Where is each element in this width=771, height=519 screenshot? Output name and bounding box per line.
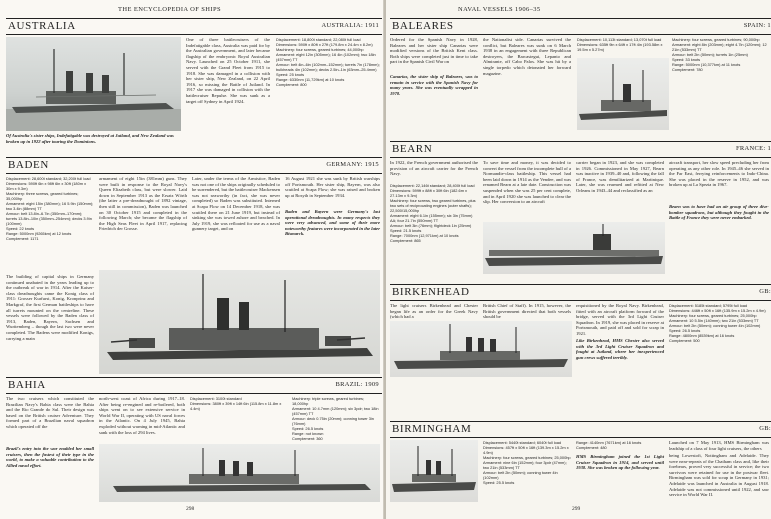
spec-line: Displacement: 18,800t standard; 22,080t full load (276, 37, 361, 42)
spec-line: Complement: 480 (576, 445, 607, 450)
spec-line: Armour: belt 4in–6in (102mm–152mm); turrets 7in (178mm); bulkheads 4in (102mm); decks 2.5in–1in (63mm–25.4mm) (276, 62, 380, 72)
section-title-birmingham: BIRMINGHAM (392, 423, 472, 435)
spec-line: Armament: eight 6.1in (155mm); six 3in (75mm) AA; four 21.7in (550mm) TT (390, 213, 473, 223)
spec-line: Dimensions: 446ft x 50ft x 16ft (135.9m x 15.2m x 4.9m) (669, 308, 766, 313)
drawing-bahia (99, 444, 380, 502)
section-meta-baden: GERMANY: 1915 (326, 161, 379, 168)
section-title-bahia: BAHIA (8, 379, 46, 391)
body-baleares-col1: Ordered for the Spanish Navy in 1928, Baleares and her sister ship Canarias were modified versions of the British Kent class. Both ships were completed just in time to take part in the Spanish Civil War on (390, 37, 478, 65)
section-title-bearn: BEARN (392, 143, 433, 155)
spec-line: Speed: 25.5 knots (483, 480, 515, 485)
spec-line: Dimensions: 380ft x 39ft x 14ft 6in (115.8m x 11.8m x 4.4m) (190, 401, 282, 411)
right-page (386, 0, 771, 519)
spec-line: Displacement: 28,600t standard; 32,200t full load (6, 176, 91, 181)
spec-line: Armament: 10 4.7mm (120mm); six 3pdr; two 18in (457mm) TT (292, 406, 379, 416)
specs-bahia-b (292, 396, 380, 441)
caption-australia: Of Australia's sister ships, Indefatigable was destroyed at Jutland, and New Zealand was broken up in 1922 after touring the Dominions. (6, 133, 174, 144)
spec-line: Armament: 10 5.5in (140mm); two 21in (533mm) TT (669, 318, 759, 323)
spec-line: Dimensions: 457ft x 50ft x 16ft (139.3m x 15.2m x 4.9m) (483, 445, 569, 455)
spec-line: Complement: 780 (672, 67, 703, 72)
divider (6, 18, 382, 19)
spec-line: Speed: 22 knots (6, 226, 35, 231)
divider (390, 284, 771, 285)
spec-line: Speed: 33 knots (672, 57, 701, 62)
divider (390, 34, 771, 35)
bold-birmingham: HMS Birmingham joined the 1st Light Cruiser Squadron in 1914, and served until 1938. She was broken up the following year. (576, 454, 664, 471)
divider (390, 141, 771, 142)
drawing-birkenhead (390, 321, 572, 377)
section-title-baleares: BALEARES (392, 20, 454, 32)
specs-bearn (390, 183, 478, 243)
spec-line: Speed: 26.5 knots (669, 328, 701, 333)
section-meta-bearn: FRANCE: 1 (735, 145, 771, 152)
bold-bearn-col4: Bearn was to have had an air group of three dive-bomber squadrons, but although they fought in the Battle of France they were never embarked. (669, 204, 769, 221)
section-meta-bahia: BRAZIL: 1909 (335, 381, 379, 388)
spec-line: Machinery: three screws, geared turbines; 35,000hp (6, 191, 79, 201)
spec-line: Range: 7000nm (12,971km) at 10 knots (390, 233, 459, 238)
divider (390, 421, 771, 422)
specs-birmingham (483, 440, 571, 485)
spec-line: Armour: belt 2in (50mm); conning tower 4in (102mm) (669, 323, 761, 328)
spec-line: Complement: 360 (292, 436, 323, 441)
body-birmingham-col3: Launched on 7 May 1913, HMS Birmingham was leadship of a class of four light cruisers, the others (669, 440, 769, 451)
spec-line: Dimensions: 590ft x 80ft x 27ft (179.8m x 24.4m x 8.2m) (276, 42, 373, 47)
spec-line: Complement: 1171 (6, 236, 39, 241)
specs-birkenhead (669, 303, 769, 343)
running-head-right: NAVAL VESSELS 1906–35 (458, 6, 541, 13)
specs-baleares-right (672, 37, 771, 72)
divider (6, 393, 382, 394)
body-bearn-col3: carrier began in 1923, and she was completed in 1926. Commissioned in May 1927, Bearn was inactive in 1939–40 and, following the fall of France, was demilitarized at Martinique. Later, she was rearmed and refitted at New Orleans in 1943–44 and reclassified as an (576, 160, 664, 193)
body-birkenhead-col3: requisitioned by the Royal Navy. Birkenhead, fitted with an aircraft platform forward of the bridge, served with the 3rd Light Cruiser Squadron. In 1919, she was placed in reserve at Portsmouth, and paid off and sold for scrap in 1921. (576, 303, 664, 336)
body-baleares-col2: the Nationalist side. Canarias survived the conflict, but Baleares was sunk on 6 March 1938 in an engagement with three Republican destroyers, the Barcastegui, Lepanto and Almirante, off Cabo Palos. She was hit by a single torpedo which detonated her forward magazine. (483, 37, 571, 76)
divider (6, 34, 382, 35)
divider (390, 157, 771, 158)
specs-baleares (577, 37, 667, 52)
body-bearn-col4: aircraft transport, her slow speed precluding her from operating as any other role. In 1945–46 she served in the Far East, ferrying reinforcements to Indo-China. She was placed in the reserve in 1952, and was broken up at La Spezia in 1967. (669, 160, 769, 188)
body-bearn-col2: To save time and money, it was decided to convert the vessel from the incomplete hull of a Normandie-class battleship. This vessel had been laid down in 1914 as the Vendee, and was renamed Bearn at a late date. Construction was suspended when she was 25 per cent complete, and in April 1920 she was launched to clear the slip. Her conversion to an aircraft (483, 160, 571, 205)
spec-line: Machinery: four screws, geared turbines; 44,000hp (276, 47, 364, 52)
spec-line: Complement: 500 (669, 338, 700, 343)
section-meta-australia: AUSTRALIA: 1911 (321, 22, 379, 29)
spec-line: Armour: deck 0.75in (20mm); conning tower 3in (76mm) (292, 416, 374, 426)
body-bahia-col1: The two cruisers which constituted the Brazilian Navy's Bahia class were the Bahia and the Rio Grande do Sul. Their design was based on the British cruiser Adventure. They formed part of a Brazilian naval squadron which operated off the (6, 396, 94, 429)
divider (390, 300, 771, 301)
section-title-australia: AUSTRALIA (8, 20, 76, 32)
spec-line: Speed: 25 knots (276, 72, 305, 77)
section-title-baden: BADEN (8, 159, 49, 171)
bold-bahia-col1: Brazil's entry into the war enabled her small cruisers, then the fastest of their type in the world, to make a valuable contribution to the Allied naval effort. (6, 446, 94, 468)
drawing-baleares (577, 58, 669, 130)
spec-line: Complement: 800 (276, 82, 307, 87)
section-meta-birmingham: GB: (759, 425, 771, 432)
body-baden-intro: The building of capital ships in Germany continued unabated in the years leading up to the outbreak of war in 1914. After the Kaiser-class dreadnoughts came the Konig class of 1911: Grosser Kurfurst, Konig, Kronprinz and Markgraf, the first German battleships to have all turrets mounted on the centreline. These vessels were followed by the Baden class of 1913, Baden, Bayern, Sachsen and Wurttemberg – though the last two were never completed. The Badens were modified Konigs, carrying a main (6, 274, 94, 341)
body-birmingham-col4: being Lowestoft, Nottingham and Adelaide. They were near-repeats of the Chatham class and, like their forebears, proved very successful in service; the two survivors were retained for use in the postwar fleet. Birmingham was sold for scrap in Germany in 1931; Adelaide was launched in Australia in August 1918. Adelaide was not commissioned until 1922, and saw service in World War II. (669, 453, 769, 498)
spec-line: Displacement: 5440t standard; 6040t full load (483, 440, 562, 445)
body-birkenhead-col1: The light cruisers Birkenhead and Chester began life as an order for the Greek Navy (which had a (390, 303, 478, 320)
body-baden-col3: 16 August 1921 she was sunk by British warships off Portsmouth. Her sister ship, Bayern, was also scuttled at Scapa Flow; she was raised and broken up at Rosyth in September 1934. (285, 176, 380, 198)
spec-line: Range: 4140nm (7671km) at 16 knots (576, 440, 642, 445)
section-meta-baleares: SPAIN: 1 (743, 22, 771, 29)
divider (6, 377, 382, 378)
spec-line: Armament: eight 8in (203mm); eight 4.7in (120mm); 12 21in (533mm) TT (672, 42, 767, 52)
specs-australia (276, 37, 380, 87)
specs-baden (6, 176, 94, 241)
specs-bahia-a (190, 396, 290, 411)
spec-line: Dimensions: 635ft 9in x 64ft x 17ft 4in (193.58m x 19.5m x 5.27m) (577, 42, 663, 52)
spec-line: Displacement: 3100t standard (190, 396, 242, 401)
spec-line: Displacement: 22,146t standard; 28,400t full load (390, 183, 475, 188)
running-head-left: THE ENCYCLOPEDIA OF SHIPS (118, 6, 221, 13)
body-baden-col2: Later, under the terms of the Armistice, Baden was not one of the ships originally scheduled to be surrendered, but the battlecruiser Mackensen was not seaworthy (in fact, she was never completed) so Baden was substituted. Interned at Scapa Flow on 14 December 1918, she was scuttled there on 21 June 1919, but instead of sinking she was towed ashore and beached. In July 1919, she was refloated for use as a naval gunnery target, and on (192, 176, 281, 232)
divider (6, 173, 382, 174)
spec-line: Armour: belt 2in (50mm); turrets 1in (25mm) (672, 52, 748, 57)
body-bearn-col1: In 1922, the French government authorised the provision of an aircraft carrier for the French Navy. (390, 160, 478, 177)
spec-line: Displacement: 10,113t standard; 13,070t full load (577, 37, 662, 42)
spec-line: Dimensions: 599ft x 88ft x 30ft 6in (182.6m x 27.13m x 9.3m) (390, 188, 467, 198)
spec-line: Speed: 26.5 knots (292, 426, 324, 431)
spec-line: Armour: belt 2in (50mm); conning tower 4in (102mm) (483, 470, 558, 480)
divider (6, 157, 382, 158)
specs-birmingham-cont (576, 440, 664, 450)
spec-line: Machinery: triple screws, geared turbines; 18,000hp (292, 396, 365, 406)
photo-australia (6, 37, 181, 131)
body-baden-col1: armament of eight 15in (381mm) guns. They were built in response to the Royal Navy's Queen Elizabeth class, but were slower. Laid down in September 1913 as the Ersatz Wörth (the latter a pre-dreadnought of 1892 vintage, then still in commission), Baden was launched on 30 October 1915 and completed in the following March; she became the flagship of the High Seas Fleet in April 1917, replacing Friedrich der Grosse. (99, 176, 187, 232)
drawing-bearn (483, 222, 665, 274)
bold-baleares-col1: Canarias, the sister ship of Baleares, was to remain in service with the Spanish Navy for many years. She was eventually scrapped in 1978. (390, 74, 478, 96)
spec-line: Complement: 865 (390, 238, 421, 243)
spec-line: Machinery: four screws, two geared turbines, plus two sets of reciprocating engines (outer shafts); 22,500/15,000hp (390, 198, 476, 213)
divider (390, 437, 771, 438)
bold-birkenhead-col3: Like Birkenhead, HMS Chester also served with the 3rd Light Cruiser Squadron and fought at Jutland, where her inexperienced gun crews suffered terribly. (576, 338, 664, 360)
body-birkenhead-col2: British Chief of Staff). In 1915, however, the British government directed that both vessels should be (483, 303, 571, 320)
spec-line: Dimensions: 590ft 6in x 98ft 6in x 30ft (180m x 30m x 9.3m) (6, 181, 87, 191)
spec-line: Machinery: four screws, geared turbines; 25,000hp (483, 455, 571, 460)
body-bahia-col2: north-west coast of Africa during 1917–18. After being re-engined and re-boilered, both ships went on to see extensive service in World War II, operating with US naval forces in the Atlantic. On 4 July 1945, Bahia exploded without warning in mid-Atlantic and sank with the loss of 294 lives. (99, 396, 185, 435)
spec-line: Machinery: four screws, geared turbines; 90,000hp (672, 37, 760, 42)
spec-line: Range: 4800nm (8539km) at 16 knots (669, 333, 735, 338)
spec-line: Range: 5000nm (10,377km) at 11 knots (672, 62, 741, 67)
spec-line: Armour: belt 3in (76mm); flightdeck 1in (25mm) (390, 223, 472, 228)
drawing-birmingham (390, 440, 478, 502)
page-number-right: 299 (572, 506, 581, 512)
drawing-baden (99, 270, 380, 374)
spec-line: Range: 5000nm (9265km) at 12 knots (6, 231, 72, 236)
spec-line: Armament: eight 12in (305mm); 16 4in (102mm); two 18in (457mm) TT (276, 52, 376, 62)
left-page (0, 0, 385, 519)
spec-line: Range: not known (292, 431, 324, 436)
spec-line: Speed: 21.5 knots (390, 228, 422, 233)
spec-line: Armament: nine 6in (152mm); four 3pdr (47mm); two 21in (533mm) TT (483, 460, 567, 470)
section-meta-birkenhead: GB: (759, 288, 771, 295)
spec-line: Range: 6330nm (11,729km) at 10 knots (276, 77, 345, 82)
body-australia: One of three battlecruisers of the Indefatigable class, Australia was paid for by the Australian government, and later became flagship of the embryonic Royal Australian Navy. Launched on 25 October 1911, she served with the Grand Fleet from 1915 to 1918. She was damaged in a collision with her sister ship, New Zealand, on 22 April 1916, so missing the Battle of Jutland. In 1917 she was damaged in collision with the battlecruiser Repulse. She was sunk as a target off Sydney in April 1924. (186, 37, 270, 104)
divider (390, 18, 771, 19)
spec-line: Armour: belt 13.8in–6.7in (350mm–170mm); turrets 13.8in–10in (350mm–254mm); decks 3.9in (100mm) (6, 211, 92, 226)
page-number-left: 298 (186, 506, 195, 512)
spec-line: Displacement: 5185t standard; 5795t full load (669, 303, 748, 308)
section-title-birkenhead: BIRKENHEAD (392, 286, 470, 298)
spec-line: Machinery: four screws, geared turbines; 25,000hp (669, 313, 757, 318)
bold-baden-col3: Baden and Bayern were Germany's last operational dreadnoughts. In many respects they were very advanced, and some of their more noteworthy features were incorporated in the later Bismarck. (285, 209, 380, 237)
spec-line: Armament: eight 15in (380mm); 16 5.9in (150mm); two 3.4in (88mm) TT (6, 201, 94, 211)
